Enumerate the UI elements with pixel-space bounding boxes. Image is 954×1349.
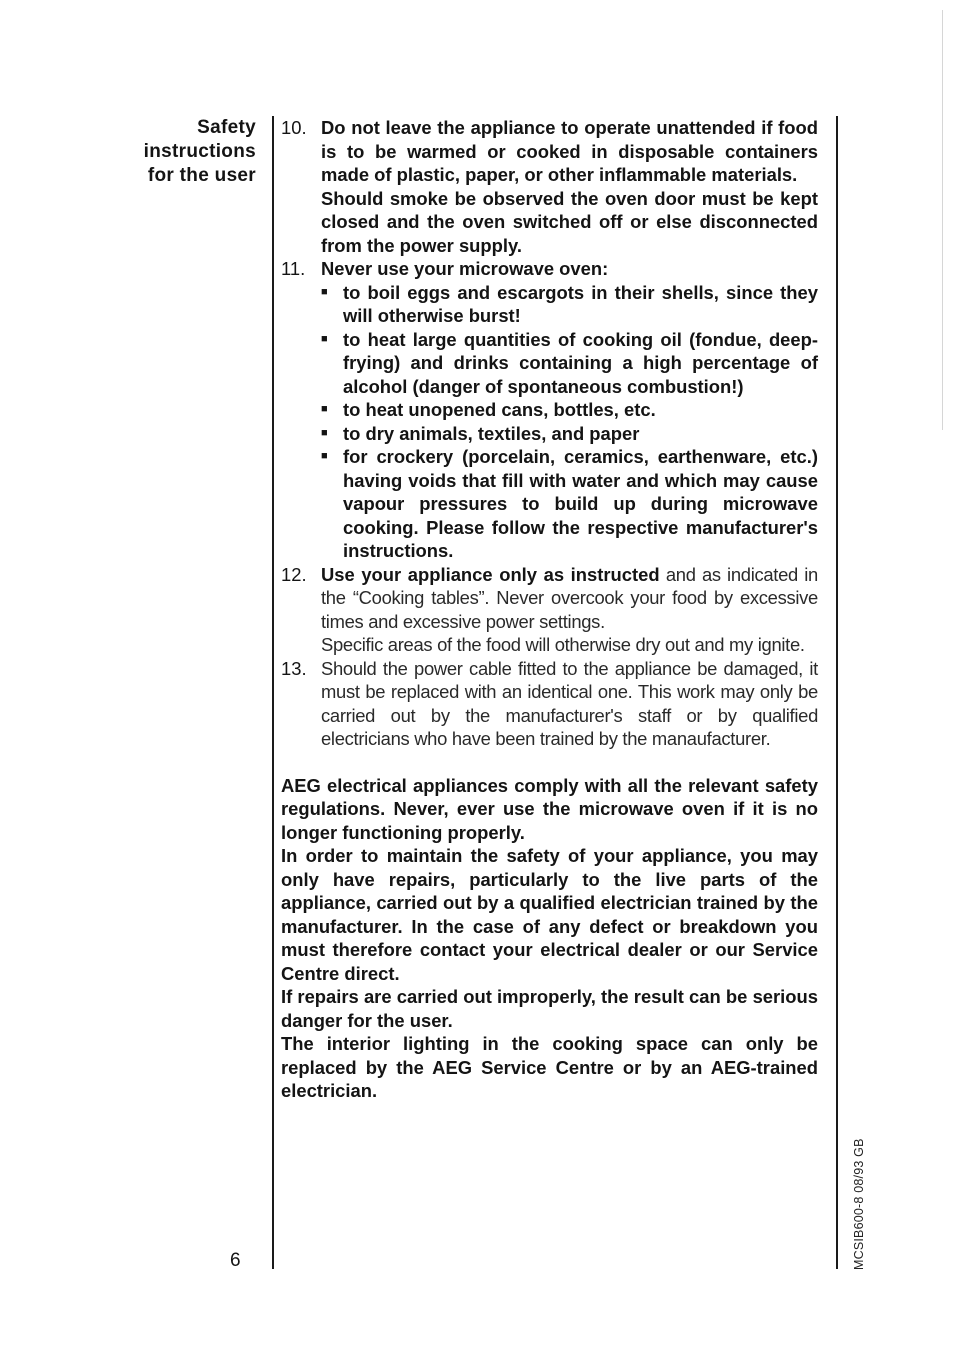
prohibited-uses-list [321, 281, 818, 563]
list-item [321, 328, 818, 399]
instruction-item-10 [281, 116, 818, 257]
notice-paragraph: In order to maintain the safety of your appliance, you may only have repairs, particularly to the live parts of the appliance, carried out by a qualified electrician trained by the manufacturer. In the case of any defect or breakdown you must therefore contact your electrical dealer or our Service Centre direct. [281, 845, 818, 984]
list-item-text: to dry animals, textiles, and paper [343, 422, 640, 444]
item-paragraph [321, 563, 818, 634]
page-number: 6 [230, 1250, 241, 1271]
item-body [321, 116, 818, 257]
instruction-item-13 [281, 657, 818, 751]
section-title-line-1: Safety [197, 117, 256, 138]
section-title-line-2: instructions [143, 141, 256, 162]
right-vertical-rule [836, 116, 838, 1269]
square-bullet-icon: ■ [321, 332, 328, 345]
list-item [321, 281, 818, 328]
item-body [321, 257, 818, 563]
list-item [321, 422, 818, 446]
item-paragraph: Specific areas of the food will otherwise dry out and my ignite. [321, 634, 805, 655]
item-lead-bold: Use your appliance only as instructed [321, 563, 660, 585]
scan-edge-line [942, 10, 943, 430]
item-number: 12. [281, 563, 307, 585]
notice-paragraph: AEG electrical appliances comply with all the relevant safety regulations. Never, ever use the microwave oven if it is no longer functioning properly. [281, 774, 818, 843]
item-lead: Never use your microwave oven: [321, 258, 609, 279]
instructions-content [281, 116, 818, 1103]
notice-paragraph: The interior lighting in the cooking space can only be replaced by the AEG Service Centre or by an AEG-trained electrician. [281, 1033, 818, 1101]
item-paragraph: Should smoke be observed the oven door must be kept closed and the oven switched off or else disconnected from the power supply. [321, 187, 818, 256]
list-item-text: for crockery (porcelain, ceramics, earthenware, etc.) having voids that fill with water and which may cause vapour pressures to build up during microwave cooking. Please follow the respective manufacturer's instructions. [343, 446, 818, 561]
list-item [321, 445, 818, 563]
section-title [110, 116, 256, 188]
item-lead-rest: and as indicated in the “Cooking tables”. Never overcook your food by excessive times and excessive power settings. [321, 563, 818, 632]
document-code: MCSIB600-8 08/93 GB [852, 1138, 866, 1270]
item-number: 13. [281, 657, 307, 679]
item-paragraph: Should the power cable fitted to the appliance be damaged, it must be replaced with an identical one. This work may only be carried out by the manufacturer's staff or by qualified electricians who have been trained by the manaufacturer. [321, 657, 818, 749]
section-title-line-3: for the user [147, 165, 256, 186]
square-bullet-icon: ■ [321, 426, 328, 439]
instruction-item-12 [281, 563, 818, 657]
list-item-text: to heat large quantities of cooking oil (fondue, deep-frying) and drinks containing a high percentage of alcohol (danger of spontaneous combustion!) [343, 328, 818, 397]
instruction-item-11 [281, 257, 818, 563]
compliance-notice [281, 774, 818, 1103]
list-item [321, 398, 818, 422]
item-number: 11. [281, 258, 306, 279]
item-body [321, 563, 818, 657]
square-bullet-icon: ■ [321, 403, 328, 415]
item-paragraph: Do not leave the appliance to operate unattended if food is to be warmed or cooked in disposable containers made of plastic, paper, or other inflammable materials. [321, 117, 818, 185]
item-body [321, 657, 818, 751]
square-bullet-icon: ■ [321, 285, 328, 298]
square-bullet-icon: ■ [321, 450, 328, 462]
item-number: 10. [281, 117, 307, 138]
list-item-text: to heat unopened cans, bottles, etc. [343, 399, 656, 420]
list-item-text: to boil eggs and escargots in their shells, since they will otherwise burst! [343, 281, 818, 326]
notice-paragraph: If repairs are carried out improperly, the result can be serious danger for the user. [281, 986, 818, 1031]
left-vertical-rule [272, 116, 274, 1269]
